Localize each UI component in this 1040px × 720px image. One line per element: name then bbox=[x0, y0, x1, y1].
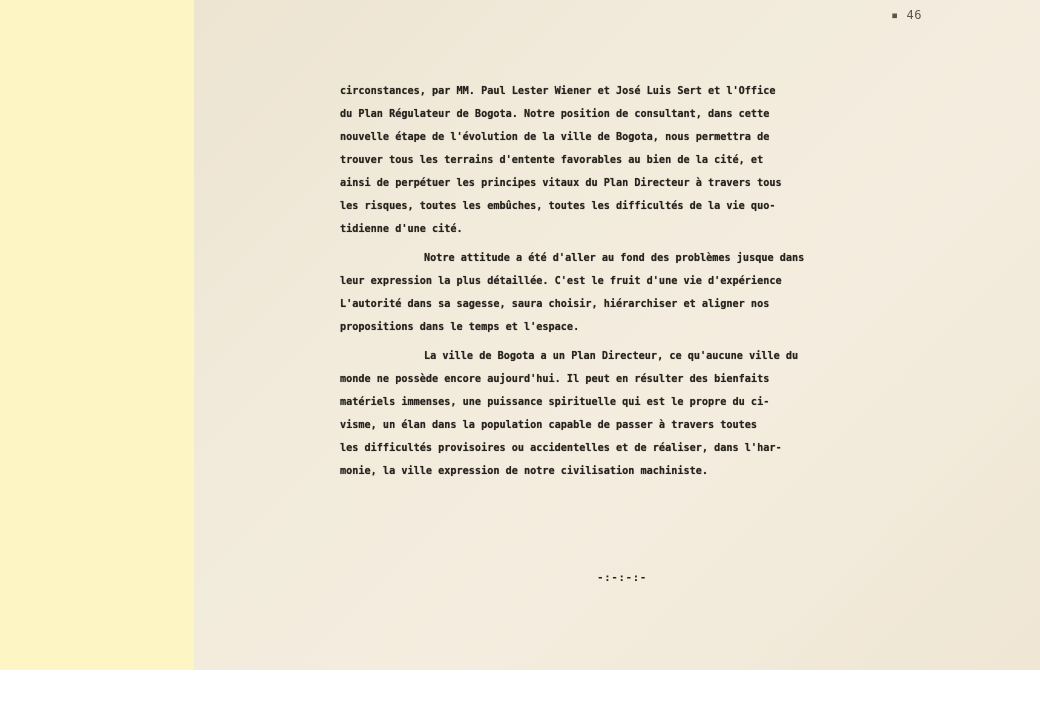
corner-mark: ▪ bbox=[891, 8, 899, 22]
text-line: La ville de Bogota a un Plan Directeur, ce qu'aucune ville du bbox=[424, 351, 799, 362]
text-line: nouvelle étape de l'évolution de la ville de Bogota, nous permettra de bbox=[340, 132, 770, 143]
paragraph-2 bbox=[340, 247, 940, 339]
text-line: propositions dans le temps et l'espace. bbox=[340, 322, 580, 333]
page-number bbox=[891, 8, 922, 22]
text-line: Notre attitude a été d'aller au fond des problèmes jusque dans bbox=[424, 253, 805, 264]
body-text bbox=[340, 80, 940, 489]
text-line: visme, un élan dans la population capable de passer à travers toutes bbox=[340, 420, 758, 431]
text-line: du Plan Régulateur de Bogota. Notre position de consultant, dans cette bbox=[340, 109, 770, 120]
text-line: les difficultés provisoires ou accidentelles et de réaliser, dans l'har- bbox=[340, 443, 782, 454]
page-number-value: 46 bbox=[906, 8, 922, 22]
document-page bbox=[194, 0, 1040, 670]
text-line: L'autorité dans sa sagesse, saura choisir, hiérarchiser et aligner nos bbox=[340, 299, 770, 310]
text-line: leur expression la plus détaillée. C'est le fruit d'une vie d'expérience bbox=[340, 276, 782, 287]
text-line: circonstances, par MM. Paul Lester Wiener et José Luis Sert et l'Office bbox=[340, 86, 776, 97]
section-separator: -:-:-:- bbox=[597, 571, 647, 584]
left-margin bbox=[0, 0, 194, 670]
text-line: monde ne possède encore aujourd'hui. Il peut en résulter des bienfaits bbox=[340, 374, 770, 385]
text-line: tidienne d'une cité. bbox=[340, 224, 463, 235]
paragraph-3 bbox=[340, 345, 940, 483]
paragraph-1 bbox=[340, 80, 940, 241]
text-line: trouver tous les terrains d'entente favorables au bien de la cité, et bbox=[340, 155, 764, 166]
text-line: matériels immenses, une puissance spirituelle qui est le propre du ci- bbox=[340, 397, 770, 408]
text-line: les risques, toutes les embûches, toutes les difficultés de la vie quo- bbox=[340, 201, 776, 212]
text-line: monie, la ville expression de notre civilisation machiniste. bbox=[340, 466, 709, 477]
text-line: ainsi de perpétuer les principes vitaux du Plan Directeur à travers tous bbox=[340, 178, 782, 189]
bottom-strip bbox=[0, 670, 1040, 720]
